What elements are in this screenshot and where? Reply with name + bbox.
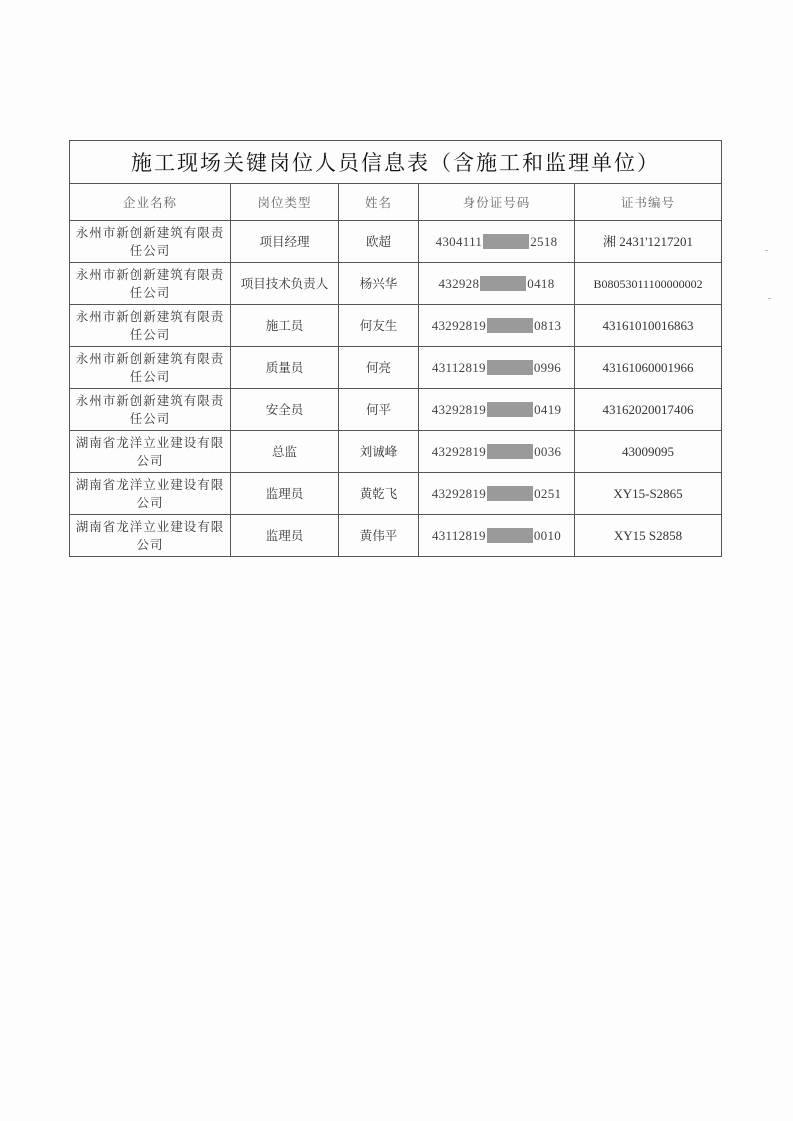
id-prefix: 43292819 [431, 485, 487, 501]
id-prefix: 43292819 [431, 401, 487, 417]
redaction-mask [480, 276, 526, 291]
header-cert-number: 证书编号 [575, 184, 722, 221]
redaction-mask [487, 402, 533, 417]
id-prefix: 43112819 [431, 527, 486, 543]
company-cell: 永州市新创新建筑有限责任公司 [70, 263, 231, 305]
redaction-mask [487, 318, 533, 333]
header-id-number: 身份证号码 [419, 184, 575, 221]
company-cell: 湖南省龙洋立业建设有限公司 [70, 515, 231, 557]
id-number-cell [419, 263, 575, 305]
post-cell: 总监 [231, 431, 339, 473]
id-prefix: 43112819 [431, 359, 486, 375]
name-cell: 刘诚峰 [339, 431, 419, 473]
header-name: 姓名 [339, 184, 419, 221]
name-cell: 黄伟平 [339, 515, 419, 557]
cert-number-cell: 湘 2431'1217201 [575, 221, 722, 263]
id-prefix: 4304111 [435, 233, 483, 249]
cert-number-cell: B08053011100000002 [575, 263, 722, 305]
id-number-cell [419, 221, 575, 263]
post-cell: 监理员 [231, 515, 339, 557]
name-cell: 何亮 [339, 347, 419, 389]
redaction-mask [483, 234, 529, 249]
name-cell: 何平 [339, 389, 419, 431]
scan-speck [768, 298, 771, 299]
company-cell: 永州市新创新建筑有限责任公司 [70, 347, 231, 389]
redaction-mask [487, 360, 533, 375]
id-suffix: 0813 [534, 317, 562, 333]
table-row [70, 263, 722, 305]
post-cell: 质量员 [231, 347, 339, 389]
id-suffix: 2518 [530, 233, 558, 249]
title-row [70, 141, 722, 184]
header-row [70, 184, 722, 221]
name-cell: 黄乾飞 [339, 473, 419, 515]
personnel-info-table [69, 140, 722, 557]
id-prefix: 432928 [438, 275, 480, 291]
name-cell: 欧超 [339, 221, 419, 263]
cert-number-cell: 43162020017406 [575, 389, 722, 431]
post-cell: 监理员 [231, 473, 339, 515]
redaction-mask [487, 444, 533, 459]
company-cell: 永州市新创新建筑有限责任公司 [70, 389, 231, 431]
redaction-mask [487, 486, 533, 501]
id-number-cell [419, 347, 575, 389]
cert-number-cell: 43009095 [575, 431, 722, 473]
company-cell: 永州市新创新建筑有限责任公司 [70, 221, 231, 263]
table-row [70, 515, 722, 557]
id-number-cell [419, 473, 575, 515]
name-cell: 何友生 [339, 305, 419, 347]
id-suffix: 0251 [534, 485, 562, 501]
header-company: 企业名称 [70, 184, 231, 221]
company-cell: 湖南省龙洋立业建设有限公司 [70, 431, 231, 473]
id-number-cell [419, 305, 575, 347]
post-cell: 项目经理 [231, 221, 339, 263]
table-row [70, 221, 722, 263]
table-row [70, 473, 722, 515]
id-number-cell [419, 389, 575, 431]
id-suffix: 0419 [534, 401, 562, 417]
id-number-cell [419, 515, 575, 557]
cert-number-cell: XY15-S2865 [575, 473, 722, 515]
post-cell: 施工员 [231, 305, 339, 347]
table-row [70, 431, 722, 473]
scan-speck [765, 250, 768, 251]
company-cell: 永州市新创新建筑有限责任公司 [70, 305, 231, 347]
cert-number-cell: 43161010016863 [575, 305, 722, 347]
id-number-cell [419, 431, 575, 473]
id-suffix: 0010 [533, 527, 562, 543]
table-title: 施工现场关键岗位人员信息表（含施工和监理单位） [70, 141, 722, 184]
cert-number-cell: XY15 S2858 [575, 515, 722, 557]
post-cell: 项目技术负责人 [231, 263, 339, 305]
id-prefix: 43292819 [431, 443, 487, 459]
table-row [70, 389, 722, 431]
company-cell: 湖南省龙洋立业建设有限公司 [70, 473, 231, 515]
cert-number-cell: 43161060001966 [575, 347, 722, 389]
id-suffix: 0418 [527, 275, 555, 291]
post-cell: 安全员 [231, 389, 339, 431]
id-prefix: 43292819 [431, 317, 487, 333]
name-cell: 杨兴华 [339, 263, 419, 305]
id-suffix: 0036 [534, 443, 562, 459]
id-suffix: 0996 [533, 359, 562, 375]
redaction-mask [487, 528, 533, 543]
header-post: 岗位类型 [231, 184, 339, 221]
table-row [70, 347, 722, 389]
table-row [70, 305, 722, 347]
